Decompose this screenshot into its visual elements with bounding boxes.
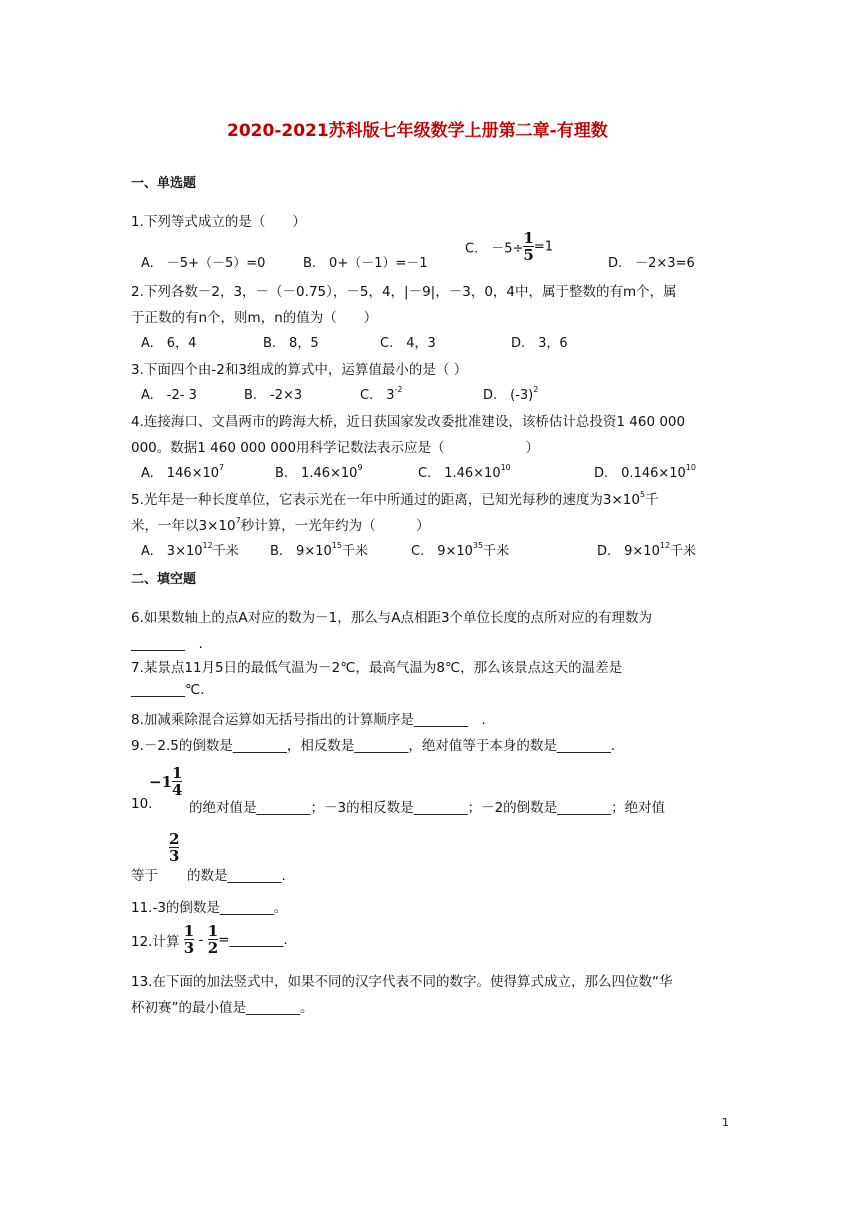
fraction-denominator: 5 (523, 246, 534, 264)
option-c-unit: 千米 (483, 544, 510, 559)
question-10-line-1-rest: 的绝对值是________；－3的相反数是________；－2的倒数是________；绝对值 (189, 800, 666, 816)
question-5-line-1 (131, 488, 659, 508)
question-1-option-d: D. －2×3=6 (608, 256, 695, 271)
q5-line1-unit: 千 (645, 492, 659, 508)
fraction-numerator: 1 (172, 764, 183, 782)
option-c-base: C. 3 (360, 388, 395, 403)
question-7-line-1: 7.某景点11月5日的最低气温为－2℃，最高气温为8℃，那么该景点这天的温差是 (131, 660, 623, 676)
question-6-line-2: ________ . (131, 636, 203, 652)
option-d-base: D. 9×10 (597, 544, 660, 559)
question-5-option-c (411, 540, 509, 559)
fraction-denominator: 3 (183, 939, 195, 957)
fraction-numerator: 1 (183, 922, 195, 940)
option-d-base: D. (-3) (483, 388, 534, 403)
question-3-option-c (360, 384, 402, 403)
option-d-exponent: 12 (659, 541, 671, 550)
fraction-denominator: 2 (207, 939, 219, 957)
question-5-option-b (270, 540, 368, 559)
question-1-option-a: A. －5+（－5）=0 (141, 256, 266, 271)
option-c-base: C. 9×10 (411, 544, 473, 559)
section-heading-single-choice: 一、单选题 (131, 176, 197, 191)
q5-line2-exponent: 7 (235, 516, 241, 525)
option-a-exponent: 7 (219, 463, 225, 472)
question-1-stem: 1.下列等式成立的是（ ） (131, 214, 306, 230)
option-a-unit: 千米 (212, 544, 239, 559)
minus-sign: - (194, 932, 208, 948)
fraction-one-half (208, 924, 218, 956)
option-b-base: B. 9×10 (270, 544, 332, 559)
question-13-line-1: 13.在下面的加法竖式中，如果不同的汉字代表不同的数字。使得算式成立，那么四位数“华 (131, 974, 673, 990)
question-3-option-b: B. -2×3 (244, 388, 303, 403)
question-13-line-2: 杯初赛”的最小值是________。 (131, 1000, 314, 1016)
q5-line1-exponent: 5 (639, 490, 646, 499)
section-heading-fill-in: 二、填空题 (131, 572, 197, 587)
question-2-option-b: B. 8，5 (263, 336, 319, 351)
option-d-exponent: 10 (685, 463, 696, 472)
q5-line2-text: 米，一年以3×10 (131, 518, 236, 534)
mixed-whole-part: −1 (149, 773, 173, 791)
question-1-option-b: B. 0+（－1）=－1 (303, 256, 428, 271)
option-c-exponent: -2 (394, 385, 403, 394)
question-12 (131, 924, 288, 956)
question-4-line-1: 4.连接海口、文昌两市的跨海大桥，近日获国家发改委批准建设，该桥估计总投资1 460 000 (131, 414, 686, 430)
question-5-option-a (141, 540, 239, 559)
question-4-option-c (418, 462, 511, 481)
option-b-unit: 千米 (341, 544, 368, 559)
option-a-base: A. 146×10 (141, 466, 220, 481)
mixed-number-neg-one-and-a-quarter (149, 766, 182, 798)
q12-answer-blank: =________. (218, 932, 288, 948)
question-6-line-1: 6.如果数轴上的点A对应的数为－1，那么与A点相距3个单位长度的点所对应的有理数为 (131, 610, 653, 626)
question-2-option-d: D. 3，6 (511, 336, 568, 351)
question-2-option-c: C. 4，3 (380, 336, 436, 351)
question-7-line-2: ________℃. (131, 682, 205, 698)
question-2-line-1: 2.下列各数－2，3，－（－0.75），－5，4，|－9|，－3，0，4中，属于整数的有m个，属 (131, 284, 677, 300)
question-4-line-2: 000。数据1 460 000 000用科学记数法表示应是（ ） (131, 440, 540, 456)
question-1-option-c (465, 231, 553, 263)
question-10-line-2-prefix: 等于 (131, 868, 158, 884)
question-9: 9.－2.5的倒数是________，相反数是________，绝对值等于本身的数是________. (131, 738, 616, 754)
q12-prefix: 12.计算 (131, 934, 180, 950)
q5-line2-rest: 秒计算，一光年约为（ ） (240, 518, 430, 534)
question-11: 11.-3的倒数是________。 (131, 900, 288, 916)
question-2-option-a: A. 6，4 (141, 336, 197, 351)
question-3-option-d (483, 384, 538, 403)
option-a-base: A. 3×10 (141, 544, 203, 559)
question-4-option-d (594, 462, 696, 481)
page-number: 1 (722, 1116, 729, 1129)
fraction-one-third (184, 924, 194, 956)
option-b-exponent: 15 (331, 541, 342, 550)
option-d-unit: 千米 (670, 544, 697, 559)
option-d-base: D. 0.146×10 (594, 466, 686, 481)
fraction-two-thirds (169, 832, 179, 864)
question-4-option-a (141, 462, 224, 481)
fraction-denominator: 3 (169, 847, 180, 865)
option-b-base: B. 1.46×10 (275, 466, 358, 481)
option-c-base: C. 1.46×10 (418, 466, 501, 481)
option-c-suffix: =1 (533, 239, 553, 255)
question-3-option-a: A. -2- 3 (141, 388, 197, 403)
option-c-exponent: 10 (500, 463, 511, 472)
fraction-numerator: 1 (207, 922, 219, 940)
question-4-option-b (275, 462, 363, 481)
question-8: 8.加减乘除混合运算如无括号指出的计算顺序是________ . (131, 712, 486, 728)
fraction-numerator: 2 (169, 830, 180, 848)
mixed-fraction-part (172, 766, 182, 798)
option-c-prefix: C. －5÷ (465, 241, 524, 257)
option-b-exponent: 9 (357, 463, 363, 472)
question-10-line-2-rest: 的数是________. (187, 868, 286, 884)
question-2-line-2: 于正数的有n个，则m，n的值为（ ） (131, 310, 378, 326)
page-title: 2020-2021苏科版七年级数学上册第二章-有理数 (227, 121, 608, 141)
question-3-stem: 3.下面四个由-2和3组成的算式中，运算值最小的是（ ） (131, 362, 468, 378)
option-c-exponent: 35 (472, 541, 484, 550)
question-10-number: 10. (131, 796, 153, 812)
fraction-numerator: 1 (523, 229, 534, 247)
q5-line1-text: 5.光年是一种长度单位，它表示光在一年中所通过的距离，已知光每秒的速度为3×10 (131, 492, 640, 508)
question-5-line-2 (131, 514, 430, 534)
fraction-denominator: 4 (172, 781, 183, 799)
option-a-exponent: 12 (202, 541, 213, 550)
fraction-one-fifth (523, 231, 533, 263)
question-5-option-d (597, 540, 696, 559)
option-d-exponent: 2 (533, 385, 539, 394)
